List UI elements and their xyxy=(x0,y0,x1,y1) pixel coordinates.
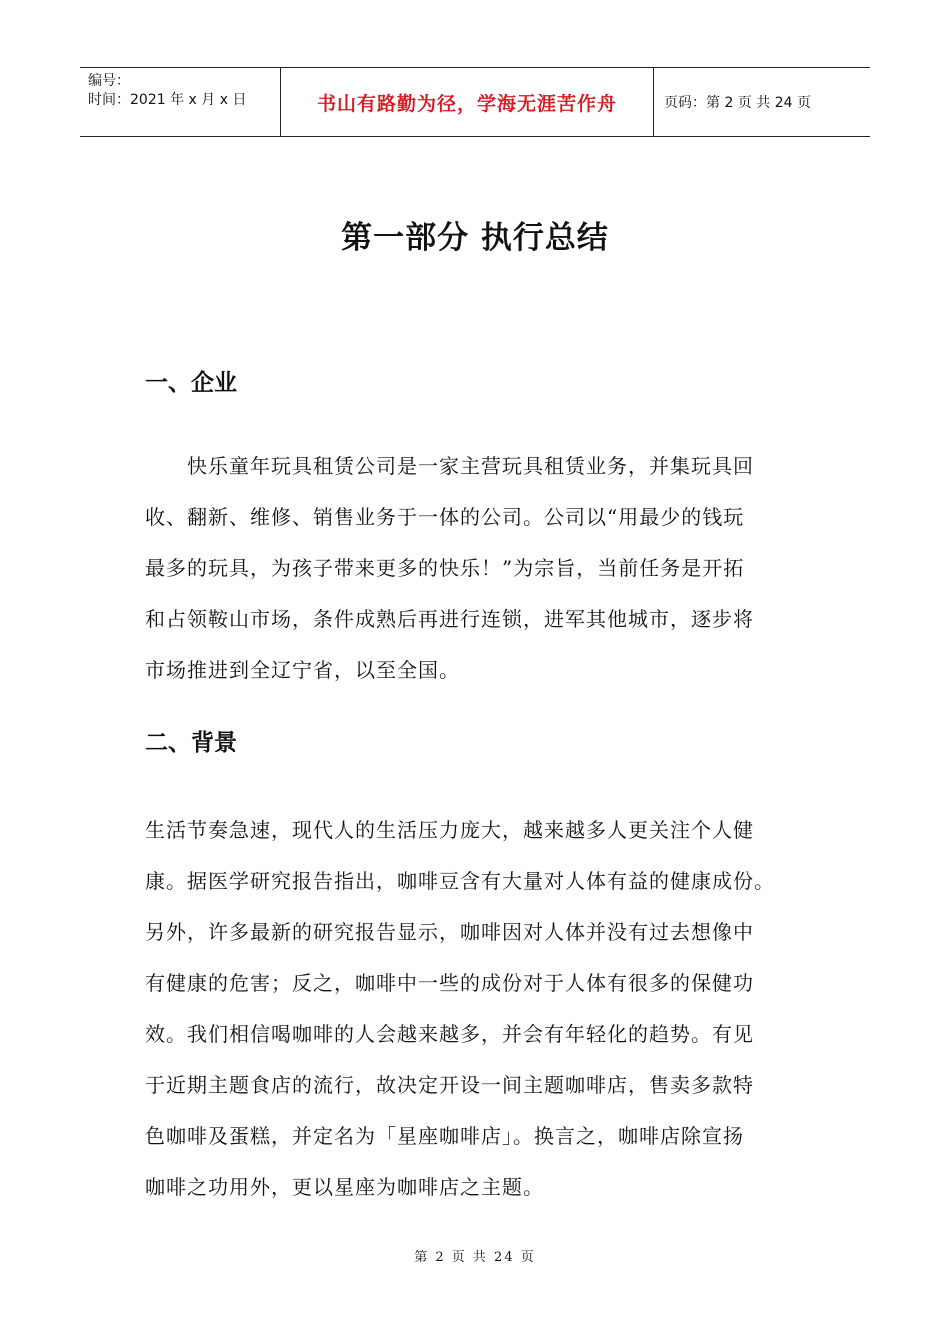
section-body-enterprise xyxy=(145,441,825,696)
header-table xyxy=(80,67,870,137)
section-body-background xyxy=(145,805,825,1213)
paragraph-line: 最多的玩具，为孩子带来更多的快乐！”为宗旨，当前任务是开拓 xyxy=(145,556,745,580)
section-heading-enterprise: 一、企业 xyxy=(145,370,237,396)
paragraph-line: 有健康的危害；反之，咖啡中一些的成份对于人体有很多的保健功 xyxy=(145,971,754,995)
header-meta-cell xyxy=(80,68,281,136)
paragraph-line: 效。我们相信喝咖啡的人会越来越多，并会有年轻化的趋势。有见 xyxy=(145,1022,754,1046)
paragraph-line: 于近期主题食店的流行，故决定开设一间主题咖啡店，售卖多款特 xyxy=(145,1073,754,1097)
page-title: 第一部分 执行总结 xyxy=(341,220,609,256)
page-info-cell xyxy=(654,68,870,136)
paragraph-line: 收、翻新、维修、销售业务于一体的公司。公司以“用最少的钱玩 xyxy=(145,505,745,529)
paragraph-line: 咖啡之功用外，更以星座为咖啡店之主题。 xyxy=(145,1175,544,1199)
paragraph-line: 康。据医学研究报告指出，咖啡豆含有大量对人体有益的健康成份。 xyxy=(145,869,775,893)
motto-cell xyxy=(281,68,654,136)
paragraph-line: 另外，许多最新的研究报告显示，咖啡因对人体并没有过去想像中 xyxy=(145,920,754,944)
section-heading-background: 二、背景 xyxy=(145,730,237,756)
date-label: 时间：2021 年 x 月 x 日 xyxy=(88,92,247,108)
paragraph-line: 市场推进到全辽宁省，以至全国。 xyxy=(145,658,460,682)
paragraph-line: 快乐童年玩具租赁公司是一家主营玩具租赁业务，并集玩具回 xyxy=(145,454,754,478)
page-footer: 第 2 页 共 24 页 xyxy=(414,1250,536,1265)
paragraph-line: 色咖啡及蛋糕，并定名为「星座咖啡店」。换言之，咖啡店除宣扬 xyxy=(145,1124,744,1148)
paragraph-line: 和占领鞍山市场，条件成熟后再进行连锁，进军其他城市，逐步将 xyxy=(145,607,754,631)
motto-text: 书山有路勤为径，学海无涯苦作舟 xyxy=(316,92,617,115)
page-info-text: 页码：第 2 页 共 24 页 xyxy=(664,95,811,111)
number-label: 编号： xyxy=(88,73,130,89)
paragraph-line: 生活节奏急速，现代人的生活压力庞大，越来越多人更关注个人健 xyxy=(145,818,754,842)
